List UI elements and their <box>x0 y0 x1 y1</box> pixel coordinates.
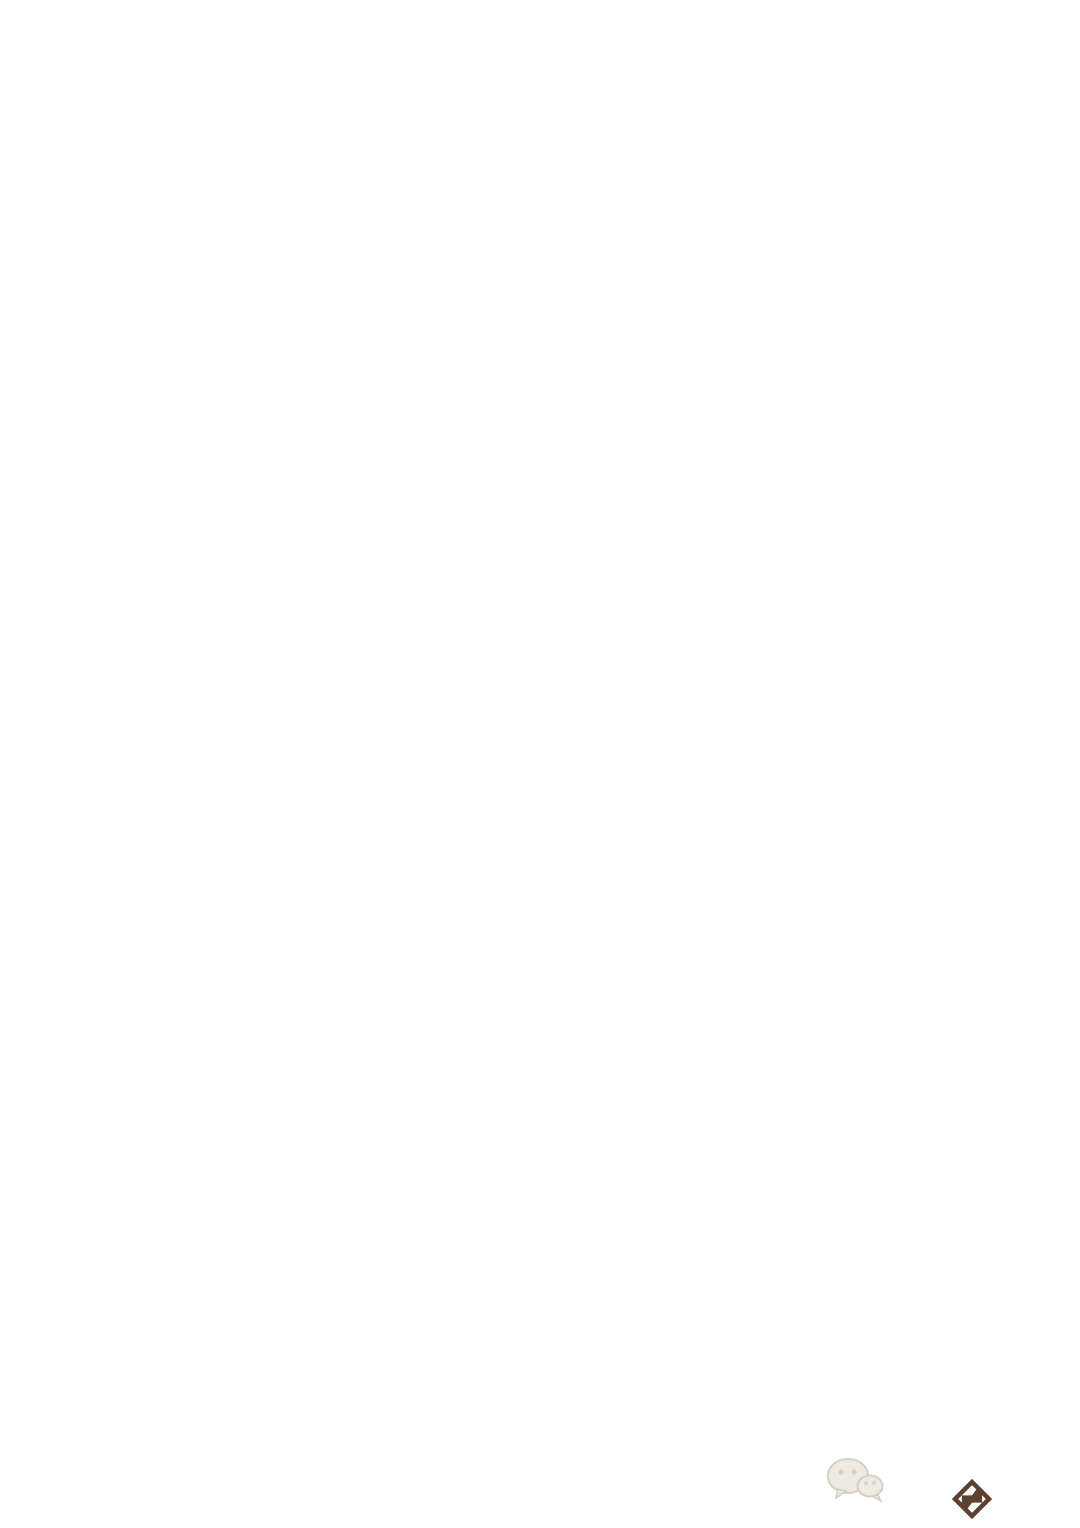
watermark <box>826 1456 892 1507</box>
section-heading-underlined <box>125 433 139 462</box>
zm-diamond-icon <box>950 1477 994 1526</box>
section-4-8-heading <box>125 426 145 462</box>
zhimiao-logo <box>950 1477 1000 1526</box>
wechat-icon <box>826 1456 884 1507</box>
